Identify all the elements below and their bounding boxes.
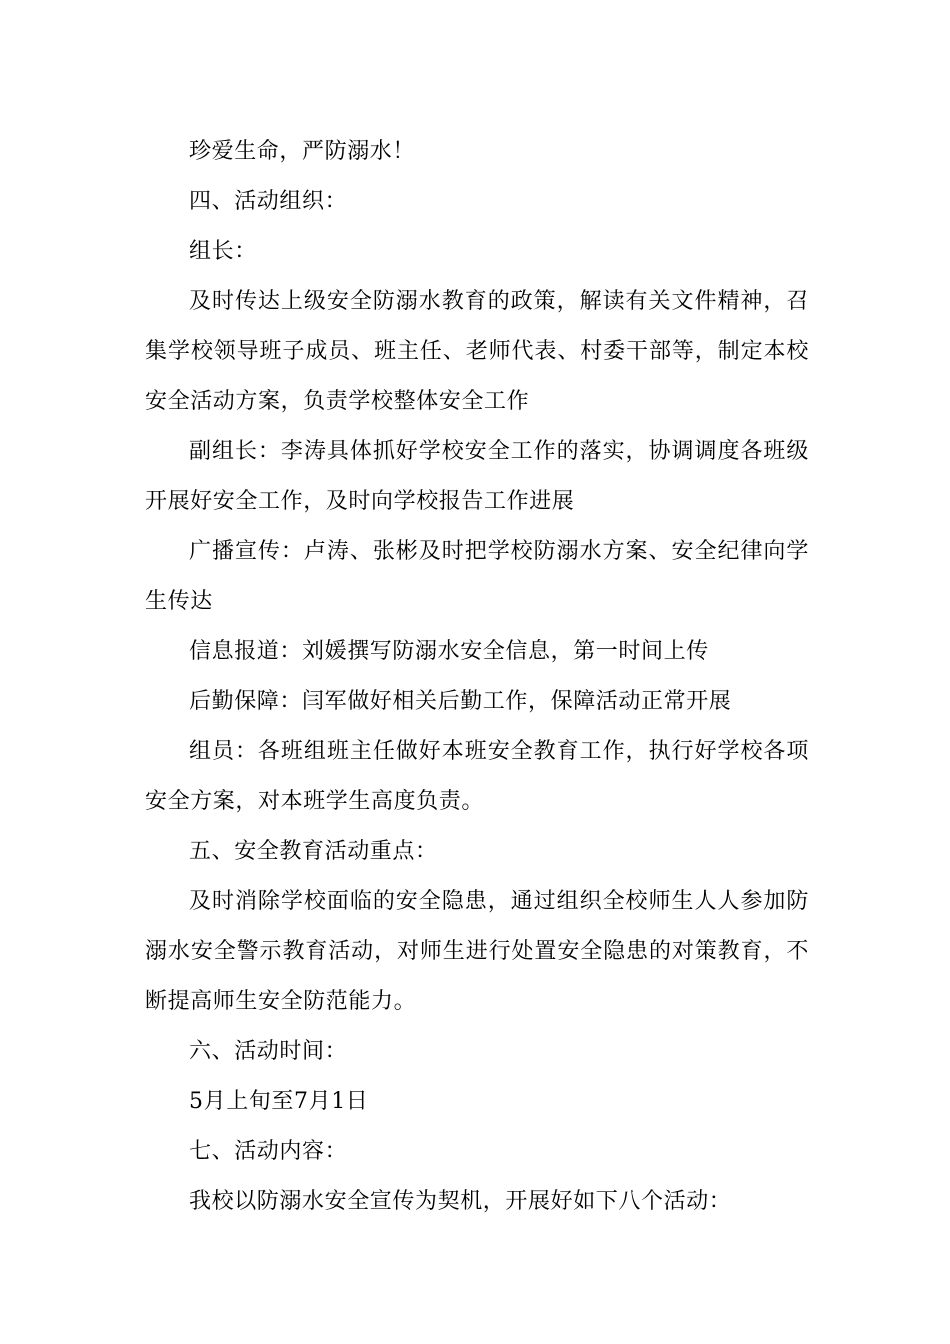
paragraph-slogan: 珍爱生命，严防溺水！ (189, 139, 416, 164)
document-body (145, 127, 809, 1227)
paragraph-content-intro: 我校以防溺水安全宣传为契机，开展好如下八个活动： (189, 1189, 732, 1214)
paragraph-leader-duties: 及时传达上级安全防溺水教育的政策，解读有关文件精神，召集学校领导班子成员、班主任、老师代表、村委干部等，制定本校安全活动方案，负责学校整体安全工作 (145, 289, 809, 414)
paragraph-reporting: 信息报道：刘媛撰写防溺水安全信息，第一时间上传 (189, 639, 709, 664)
section-heading-time: 六、活动时间： (189, 1039, 348, 1064)
paragraph-deputy-leader: 副组长：李涛具体抓好学校安全工作的落实，协调调度各班级开展好安全工作，及时向学校报告工作进展 (145, 439, 809, 514)
section-heading-organization: 四、活动组织： (189, 189, 348, 214)
section-heading-content: 七、活动内容： (189, 1139, 348, 1164)
paragraph-leader-title: 组长： (189, 239, 257, 264)
paragraph-focus-body: 及时消除学校面临的安全隐患，通过组织全校师生人人参加防溺水安全警示教育活动，对师生进行处置安全隐患的对策教育，不断提高师生安全防范能力。 (145, 889, 809, 1014)
paragraph-logistics: 后勤保障：闫军做好相关后勤工作，保障活动正常开展 (189, 689, 732, 714)
paragraph-broadcast: 广播宣传：卢涛、张彬及时把学校防溺水方案、安全纪律向学生传达 (145, 539, 809, 614)
section-heading-focus: 五、安全教育活动重点： (189, 839, 438, 864)
paragraph-time-body: 5月上旬至7月1日 (189, 1089, 369, 1114)
paragraph-members: 组员：各班组班主任做好本班安全教育工作，执行好学校各项安全方案，对本班学生高度负责。 (145, 739, 809, 814)
